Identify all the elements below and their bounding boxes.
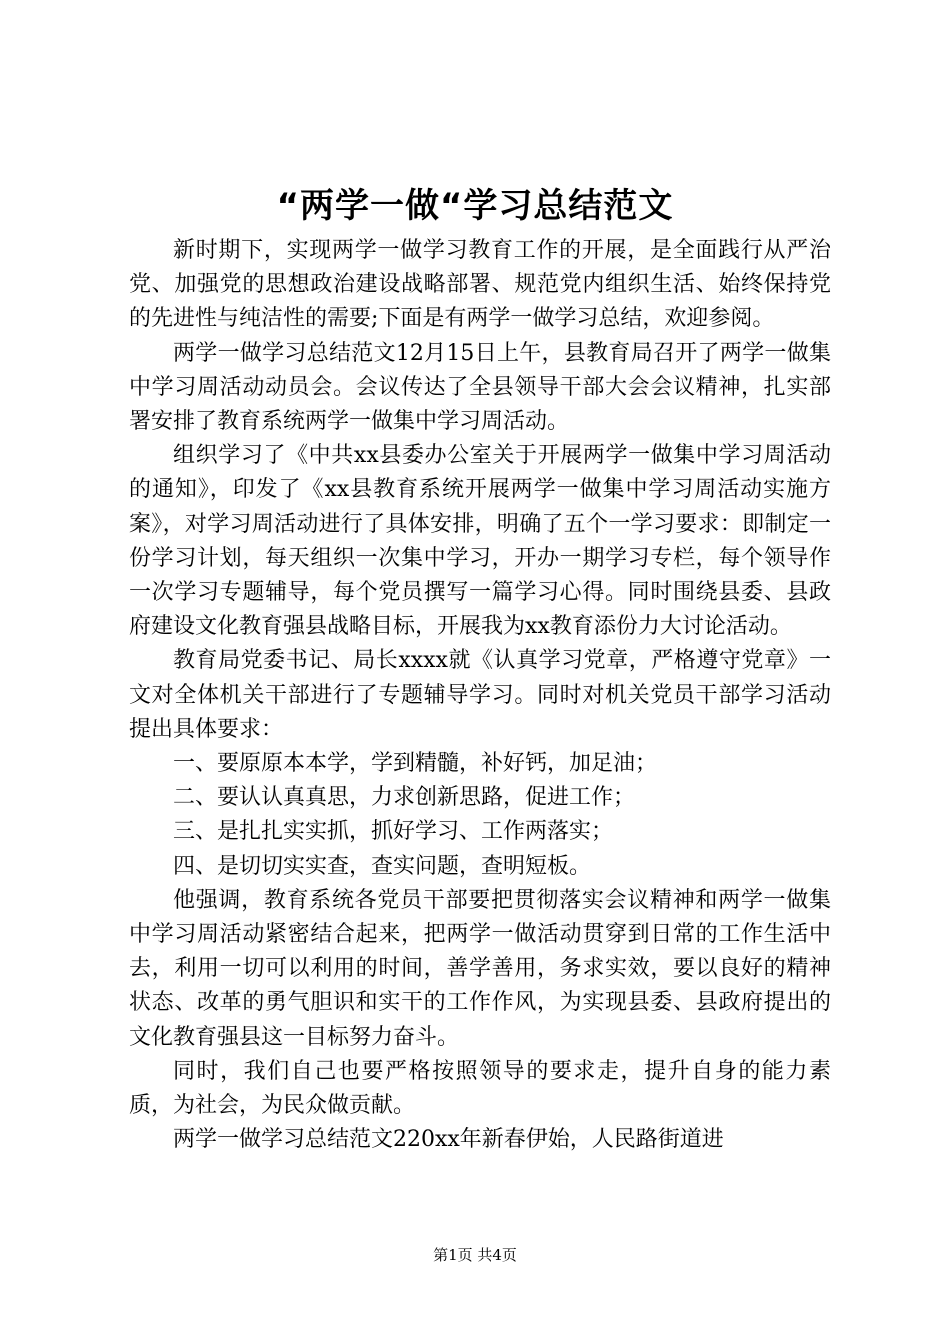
- paragraph: 同时，我们自己也要严格按照领导的要求走，提升自身的能力素质，为社会，为民众做贡献。: [129, 1058, 831, 1119]
- paragraph: 新时期下，实现两学一做学习教育工作的开展，是全面践行从严治党、加强党的思想政治建设战略部署、规范党内组织生活、始终保持党的先进性与纯洁性的需要;下面是有两学一做学习总结，欢迎参阅。: [129, 238, 831, 332]
- page-title: “两学一做“学习总结范文: [276, 186, 674, 226]
- paragraph: 两学一做学习总结范文12月15日上午，县教育局召开了两学一做集中学习周活动动员会。会议传达了全县领导干部大会会议精神，扎实部署安排了教育系统两学一做集中学习周活动。: [129, 340, 831, 435]
- paragraph: 组织学习了《中共xx县委办公室关于开展两学一做集中学习周活动的通知》，印发了《xx县教育系统开展两学一做集中学习周活动实施方案》，对学习周活动进行了具体安排，明确了五个一学习要求：即制定一份学习计划，每天组织一次集中学习，开办一期学习专栏，每个领导作一次学习专题辅导，每个党员撰写一篇学习心得。同时围绕县委、县政府建设文化教育强县战略目标，开展我为xx教育添份力大讨论活动。: [129, 443, 831, 640]
- document-body: [129, 234, 831, 1157]
- page-number-footer: 第1页 共4页: [433, 1246, 517, 1264]
- list-item: 一、要原原本本学，学到精髓，补好钙，加足油；: [173, 751, 658, 777]
- list-item: 四、是切切实实查，查实问题，查明短板。: [173, 853, 592, 879]
- paragraph: 教育局党委书记、局长xxxx就《认真学习党章，严格遵守党章》一文对全体机关干部进行了专题辅导学习。同时对机关党员干部学习活动提出具体要求：: [129, 648, 831, 742]
- paragraph: 他强调，教育系统各党员干部要把贯彻落实会议精神和两学一做集中学习周活动紧密结合起来，把两学一做活动贯穿到日常的工作生活中去，利用一切可以利用的时间，善学善用，务求实效，要以良好的精神状态、改革的勇气胆识和实干的工作作风，为实现县委、县政府提出的文化教育强县这一目标努力奋斗。: [129, 887, 831, 1050]
- paragraph: 两学一做学习总结范文220xx年新春伊始，人民路街道进: [173, 1127, 724, 1153]
- list-item: 三、是扎扎实实抓，抓好学习、工作两落实；: [173, 819, 614, 845]
- list-item: 二、要认认真真思，力求创新思路，促进工作；: [173, 785, 636, 811]
